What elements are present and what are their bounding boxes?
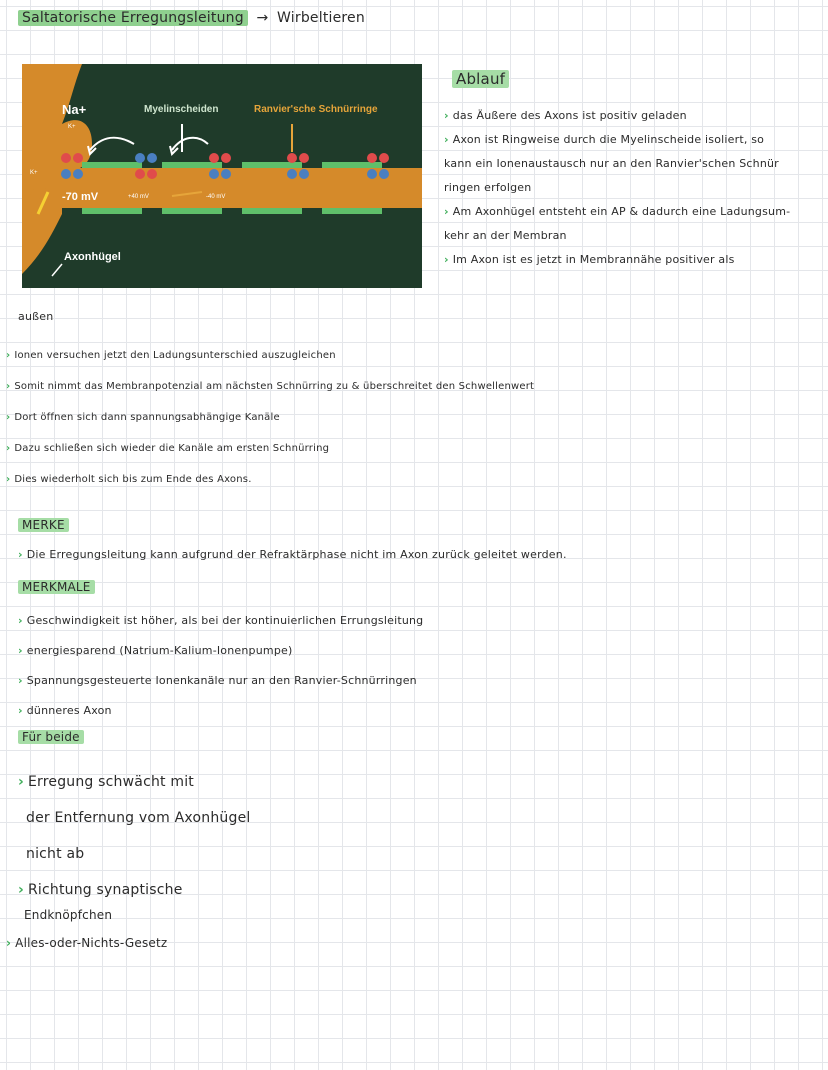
beide-line: › Richtung synaptische [18, 882, 183, 898]
myelin-segment [322, 208, 382, 214]
bullet-icon: › [444, 133, 449, 146]
merkmal-item: › energiesparend (Natrium-Kalium-Ionenpumpe) [18, 644, 293, 657]
beide-list [18, 764, 378, 908]
page-title [18, 10, 365, 26]
merke-heading: MERKE [18, 518, 69, 532]
beide-line: Endknöpfchen [24, 908, 113, 922]
merke-text: › Die Erregungsleitung kann aufgrund der Refraktärphase nicht im Axon zurück geleitet werden. [18, 548, 567, 561]
voltage-rest-label: -70 mV [62, 191, 99, 203]
merkmal-item: › Geschwindigkeit ist höher, als bei der kontinuierlichen Errungsleitung [18, 614, 424, 627]
myelin-segment [322, 162, 382, 168]
ablauf-item: › das Äußere des Axons ist positiv geladen [444, 109, 687, 122]
merkmale-list [18, 606, 808, 726]
merkmale-heading: MERKMALE [18, 580, 95, 594]
step-item: › Dies wiederholt sich bis zum Ende des Axons. [6, 474, 252, 485]
bullet-icon: › [6, 474, 11, 485]
k-left-label: K+ [30, 170, 38, 176]
bullet-icon: › [18, 704, 23, 717]
bullet-icon: › [18, 614, 23, 627]
bullet-icon: › [6, 350, 11, 361]
beide-line: nicht ab [26, 846, 85, 862]
merkmal-item: › Spannungsgesteuerte Ionenkanäle nur an den Ranvier-Schnürringen [18, 674, 417, 687]
axonhugel-label: Axonhügel [64, 251, 121, 263]
bullet-icon: › [6, 443, 11, 454]
ablauf-item-cont: kehr an der Membran [444, 229, 567, 242]
myelin-segment [162, 208, 222, 214]
voltage-plus-label: +40 mV [128, 194, 149, 200]
step-item: › Somit nimmt das Membranpotenzial am nächsten Schnürring zu & überschreitet den Schwellenwert [6, 381, 535, 392]
beide-line: der Entfernung vom Axonhügel [26, 810, 251, 826]
bullet-icon: › [444, 205, 449, 218]
step-item: › Dort öffnen sich dann spannungsabhängige Kanäle [6, 412, 280, 423]
ablauf-item-cont: ringen erfolgen [444, 181, 532, 194]
merkmal-item: › dünneres Axon [18, 704, 112, 717]
ablauf-item: › Im Axon ist es jetzt in Membrannähe positiver als [444, 253, 735, 266]
title-main: Saltatorische Erregungsleitung [18, 10, 248, 26]
step-item: › Dazu schließen sich wieder die Kanäle am ersten Schnürring [6, 443, 330, 454]
na-label: Na+ [62, 102, 87, 117]
beide-line: › Erregung schwächt mit [18, 774, 194, 790]
ablauf-item: › Am Axonhügel entsteht ein AP & dadurch eine Ladungsum- [444, 205, 791, 218]
diagram-svg [22, 64, 422, 288]
ablauf-heading: Ablauf [452, 70, 509, 88]
ranvier-label: Ranvier'sche Schnürringe [254, 104, 378, 115]
myelin-segment [82, 162, 142, 168]
k-small-label: K+ [68, 124, 76, 130]
steps-list [6, 340, 806, 495]
bullet-icon: › [6, 936, 12, 950]
bullet-icon: › [444, 253, 449, 266]
saltatory-conduction-diagram [22, 64, 422, 288]
myelin-segment [242, 208, 302, 214]
bullet-icon: › [18, 674, 23, 687]
title-arrow: → [256, 10, 269, 26]
bullet-icon: › [18, 548, 23, 561]
voltage-minus-label: -40 mV [206, 194, 226, 200]
title-sub: Wirbeltieren [277, 10, 365, 26]
myelin-segment [162, 162, 222, 168]
ablauf-list [444, 104, 824, 272]
myelin-segment [242, 162, 302, 168]
bullet-icon: › [444, 109, 449, 122]
myelin-label: Myelinscheiden [144, 104, 219, 115]
bullet-icon: › [6, 381, 11, 392]
bullet-icon: › [6, 412, 11, 423]
ablauf-item-cont: kann ein Ionenaustausch nur an den Ranvier'schen Schnür [444, 157, 779, 170]
bullet-icon: › [18, 774, 24, 790]
myelin-segment [82, 208, 142, 214]
beide-heading: Für beide [18, 730, 84, 744]
ablauf-item: › Axon ist Ringweise durch die Myelinscheide isoliert, so [444, 133, 765, 146]
beide-line: › Alles-oder-Nichts-Gesetz [6, 936, 168, 950]
bullet-icon: › [18, 882, 24, 898]
bullet-icon: › [18, 644, 23, 657]
ablauf-item-cont: außen [18, 310, 54, 323]
step-item: › Ionen versuchen jetzt den Ladungsunterschied auszugleichen [6, 350, 336, 361]
